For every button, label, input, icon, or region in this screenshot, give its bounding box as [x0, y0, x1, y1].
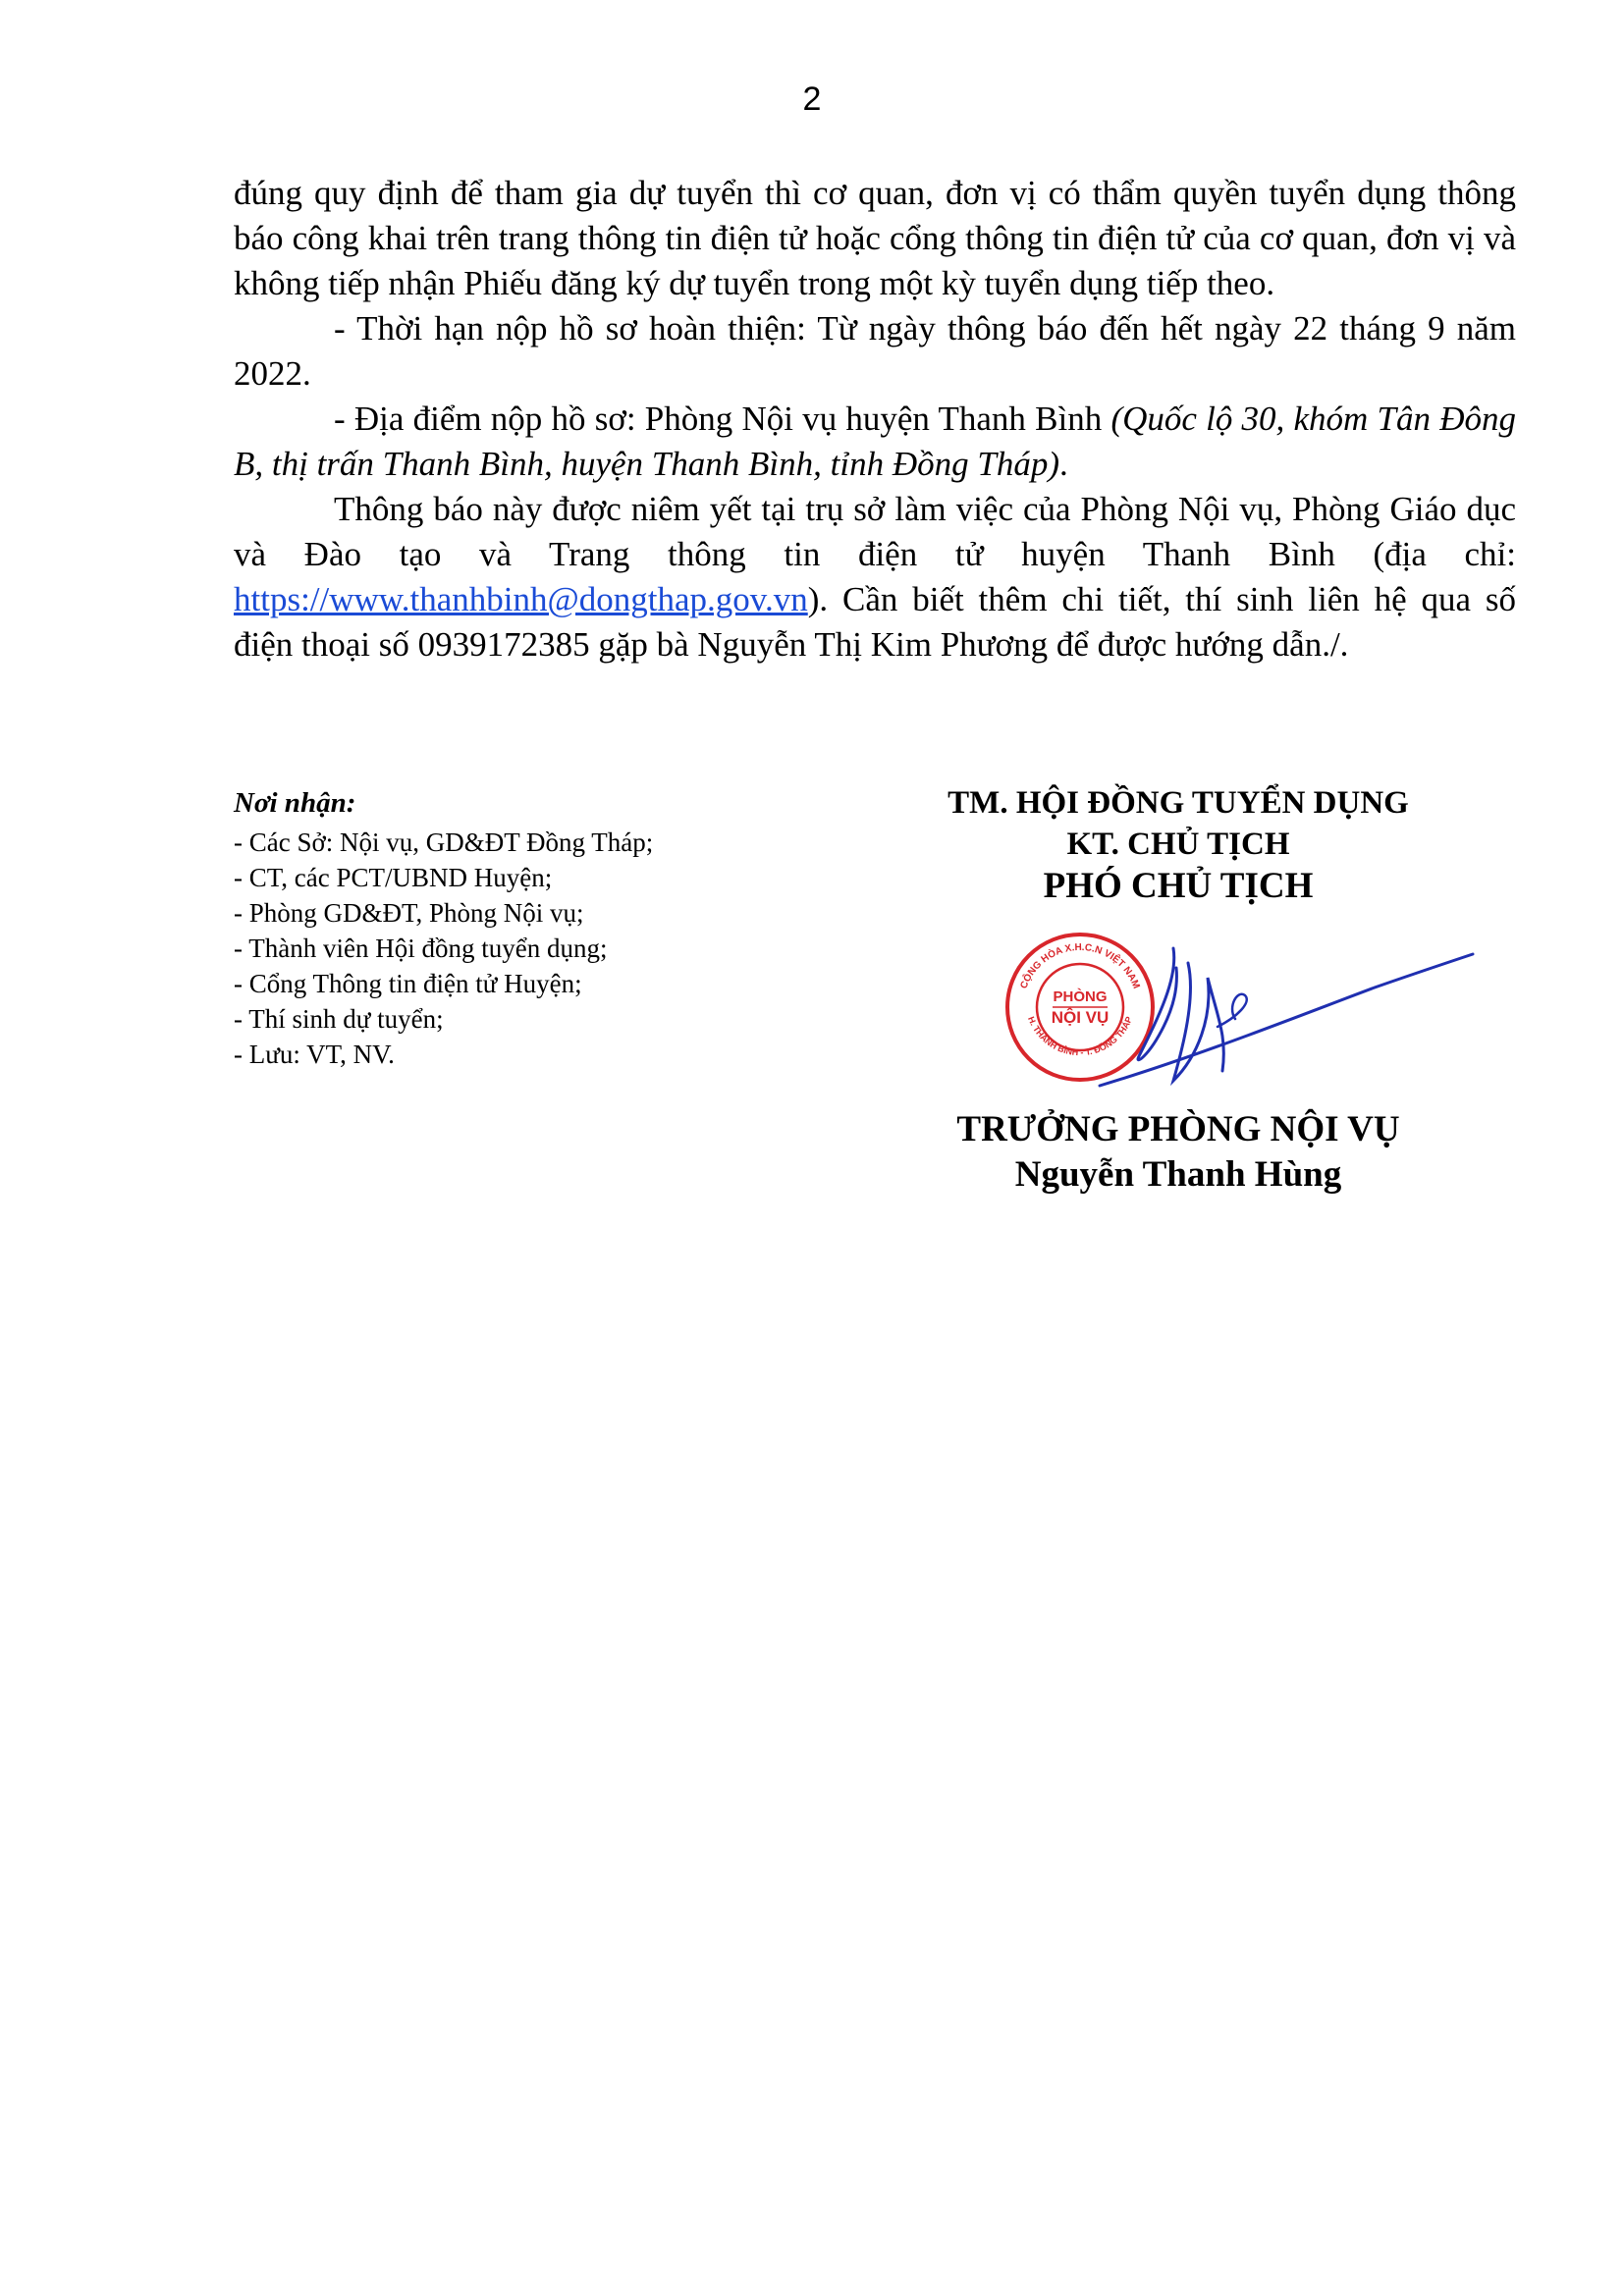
signer-title: TRƯỞNG PHÒNG NỘI VỤ: [956, 1109, 1400, 1149]
notice-text: Thông báo này được niêm yết tại trụ sở làm việc của Phòng Nội vụ, Phòng Giáo dục và Đào tạo và Trang thông tin điện tử huyện Thanh Bình (địa chỉ:: [234, 490, 1516, 573]
website-link[interactable]: https://www.thanhbinh@dongthap.gov.vn: [234, 580, 808, 618]
handwritten-signature: [1080, 909, 1492, 1095]
body-paragraph-continuation: đúng quy định để tham gia dự tuyển thì cơ quan, đơn vị có thẩm quyền tuyển dụng thông báo công khai trên trang thông tin điện tử hoặc cổng thông tin điện tử của cơ quan, đơn vị và không tiếp nhận Phiếu đăng ký dự tuyển trong một kỳ tuyển dụng tiếp theo.: [234, 174, 1516, 302]
stamp-center-line1: PHÒNG: [1053, 988, 1108, 1005]
stamp-and-signature: [864, 909, 1492, 1095]
recipients-title: Nơi nhận:: [234, 787, 356, 819]
location-end: .: [1058, 445, 1068, 483]
signer-name: Nguyễn Thanh Hùng: [1014, 1154, 1342, 1195]
page-number: 2: [802, 80, 822, 118]
recipient-item: - Các Sở: Nội vụ, GD&ĐT Đồng Tháp;: [234, 828, 654, 857]
stamp-center-line2: NỘI VỤ: [1051, 1008, 1110, 1027]
recipient-item: - Cổng Thông tin điện tử Huyện;: [234, 969, 582, 998]
body-paragraph-location: [234, 397, 1516, 487]
document-body: [234, 171, 1516, 667]
recipient-item: - Lưu: VT, NV.: [234, 1040, 395, 1069]
recipients-list: [234, 825, 784, 1072]
recipient-item: - CT, các PCT/UBND Huyện;: [234, 863, 553, 892]
recipient-item: - Thí sinh dự tuyển;: [234, 1004, 444, 1034]
signature-block: [864, 781, 1492, 1198]
signer-position: PHÓ CHỦ TỊCH: [1043, 866, 1314, 906]
stamp-bottom-text: H. THANH BÌNH - T. ĐỒNG THÁP: [1026, 1015, 1134, 1058]
location-label: - Địa điểm nộp hồ sơ: Phòng Nội vụ huyện Thanh Bình: [334, 400, 1111, 438]
stamp-top-text: CỘNG HÒA X.H.C.N VIỆT NAM: [1018, 941, 1142, 990]
signer-authority: TM. HỘI ĐỒNG TUYỂN DỤNG: [947, 785, 1409, 821]
body-paragraph-notice: [234, 487, 1516, 667]
signer-on-behalf: KT. CHỦ TỊCH: [1066, 827, 1290, 862]
recipients-block: [234, 785, 784, 1072]
recipient-item: - Phòng GD&ĐT, Phòng Nội vụ;: [234, 898, 584, 928]
location-address: (Quốc lộ 30, khóm Tân Đông B, thị trấn Thanh Bình, huyện Thanh Bình, tỉnh Đồng Tháp): [234, 400, 1516, 483]
body-paragraph-deadline: - Thời hạn nộp hồ sơ hoàn thiện: Từ ngày thông báo đến hết ngày 22 tháng 9 năm 2022.: [234, 309, 1516, 393]
recipient-item: - Thành viên Hội đồng tuyển dụng;: [234, 934, 608, 963]
notice-tail: ). Cần biết thêm chi tiết, thí sinh liên hệ qua số điện thoại số 0939172385 gặp bà Nguyễn Thị Kim Phương để được hướng dẫn./.: [234, 580, 1516, 664]
